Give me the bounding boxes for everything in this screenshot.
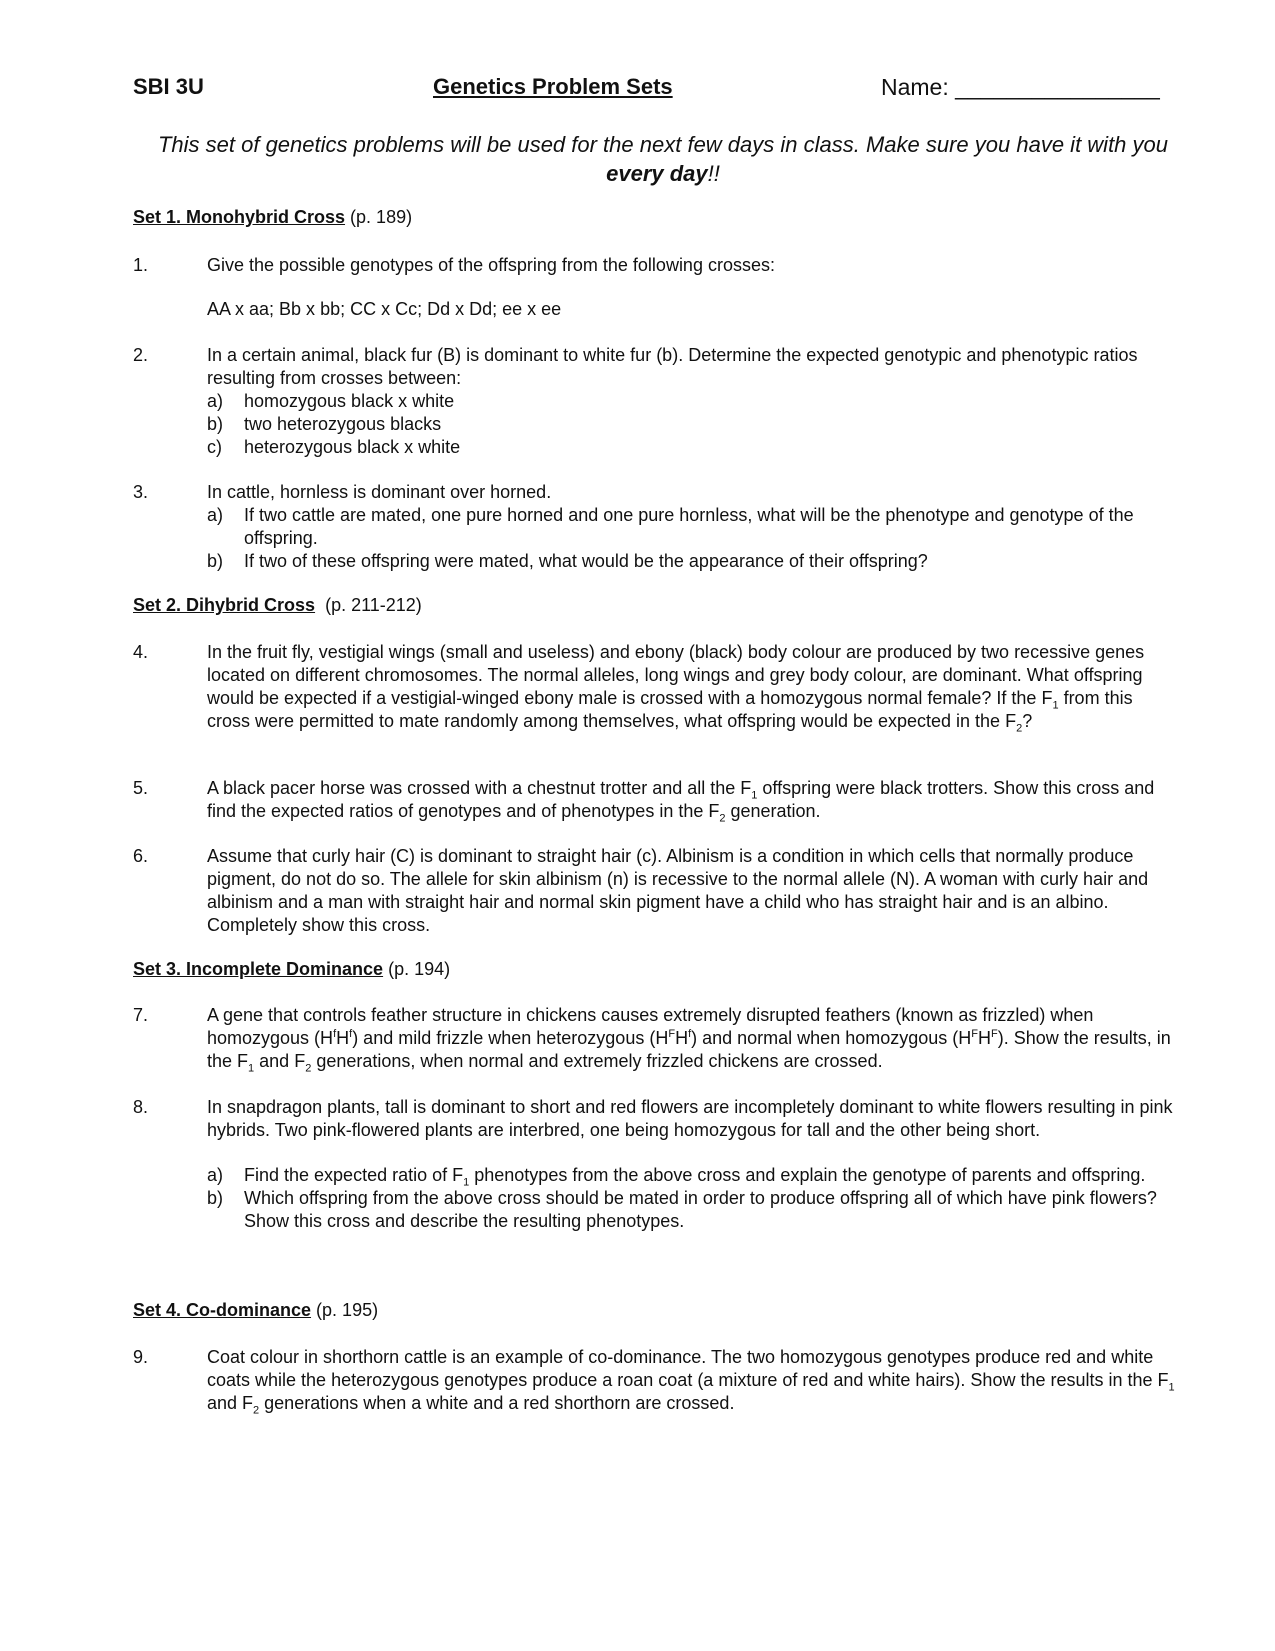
- list-item: a) homozygous black x white: [207, 391, 455, 411]
- list-item: b) two heterozygous blacks: [207, 414, 442, 434]
- section-heading-set-2: Set 2. Dihybrid Cross (p. 211-212): [133, 595, 422, 615]
- intro-instructions: This set of genetics problems will be used for the next few days in class. Make sure you have it with you every day!!: [157, 132, 1169, 186]
- list-item: b) Which offspring from the above cross should be mated in order to produce offspring all of which have pink flowers? Show this cross and describe the resulting phenotypes.: [207, 1188, 1157, 1231]
- list-item: a) If two cattle are mated, one pure horned and one pure hornless, what will be the phenotype and genotype of the offspring.: [207, 505, 1134, 548]
- list-item: c) heterozygous black x white: [207, 437, 461, 457]
- cross-list: AA x aa; Bb x bb; CC x Cc; Dd x Dd; ee x ee: [207, 299, 562, 319]
- intro-emphasis: every day: [606, 161, 708, 186]
- section-heading-set-3: Set 3. Incomplete Dominance (p. 194): [133, 959, 451, 979]
- page-title: Genetics Problem Sets: [433, 74, 673, 99]
- section-heading-set-4: Set 4. Co-dominance (p. 195): [133, 1300, 379, 1320]
- worksheet-page: SBI 3U Genetics Problem Sets Name: ________________ This set of genetics problems will be used for the next few days in class. Make sure you have it with you every day!! Set 1. Monohybrid Cross (p. 189) 1. Give the possible genotypes of the offspring from the following crosses: AA x aa; Bb x bb; CC x Cc; Dd x Dd; ee x ee 2. In a certain animal, black fur (B) is dominant to white fur (b). Determine the expected genotypic and phenotypic ratios resulting from crosses between: a) homozygous black x white b) two heterozygous blacks c) heterozygous black x white 3. In cattle, hornless is dominant over horned. a) If two cattle are mated, one pure horned and one pure hornless, what will be the phenotype and genotype of the offspring. b) If two of these offspring were mated, what would be the appearance of their offspring? Set 2. Dihybrid Cross (p. 211-212) 4. In the fruit fly, vestigial wings (small and useless) and ebony (black) body colour are produced by two recessive genes located on different chromosomes. The normal alleles, long wings and grey body colour, are dominant. What offspring would be expected if a vestigial-winged ebony male is crossed with a homozygous normal female? If the $F_1$ from this cross were permitted to mate randomly among themselves, what offspring would be expected in the $F_2$? 5. A black pacer horse was crossed with a chestnut trotter and all the $F_1$ offspring were black trotters. Show this cross and find the expected ratios of genotypes and of phenotypes in the $F_2$ generation. 6. Assume that curly hair (C) is dominant to straight hair (c). Albinism is a condition in which cells that normally produce pigment, do not do so. The allele for skin albinism (n) is recessive to the normal allele (N). A woman with curly hair and albinism and a man with straight hair and normal skin pigment have a child who has straight hair and is an albino. Completely show this cross. Set 3. Incomplete Dominance (p. 194) 7. A gene that controls feather structure in chickens causes extremely disrupted feathers (known as frizzled) when homozygous $(H^fH^f)$ and mild frizzle when heterozygous $(H^FH^f)$ and normal when homozygous $(H^FH^F)$. Show the results, in the $F_1$ and $F_2$ generations, when normal and extremely frizzled chickens are crossed. 8. In snapdragon plants, tall is dominant to short and red flowers are incompletely dominant to white flowers resulting in pink hybrids. Two pink-flowered plants are interbred, one being homozygous for tall and the other being short. a) Find the expected ratio of $F_1$ phenotypes from the above cross and explain the genotype of parents and offspring. b) Which offspring from the above cross should be mated in order to produce offspring all of which have pink flowers? Show this cross and describe the resulting phenotypes. Set 4. Co-dominance (p. 195) 9. Coat colour in shorthorn cattle is an example of co-dominance. The two homozygous genotypes produce red and white coats while the heterozygous genotypes produce a roan coat (a mixture of red and white hairs). Show the results in the $F_1$ and $F_2$ generations when a white and a red shorthorn are crossed.: [0, 0, 1275, 1651]
- list-item: a) Find the expected ratio of $F_1$ phenotypes from the above cross and explain the genotype of parents and offspring.: [207, 1165, 1146, 1189]
- section-heading-set-1: Set 1. Monohybrid Cross (p. 189): [133, 207, 413, 227]
- course-code: SBI 3U: [133, 74, 204, 99]
- name-field-label: Name: ________________: [881, 74, 1160, 100]
- list-item: b) If two of these offspring were mated, what would be the appearance of their offspring?: [207, 551, 928, 571]
- page-header: [133, 70, 1183, 110]
